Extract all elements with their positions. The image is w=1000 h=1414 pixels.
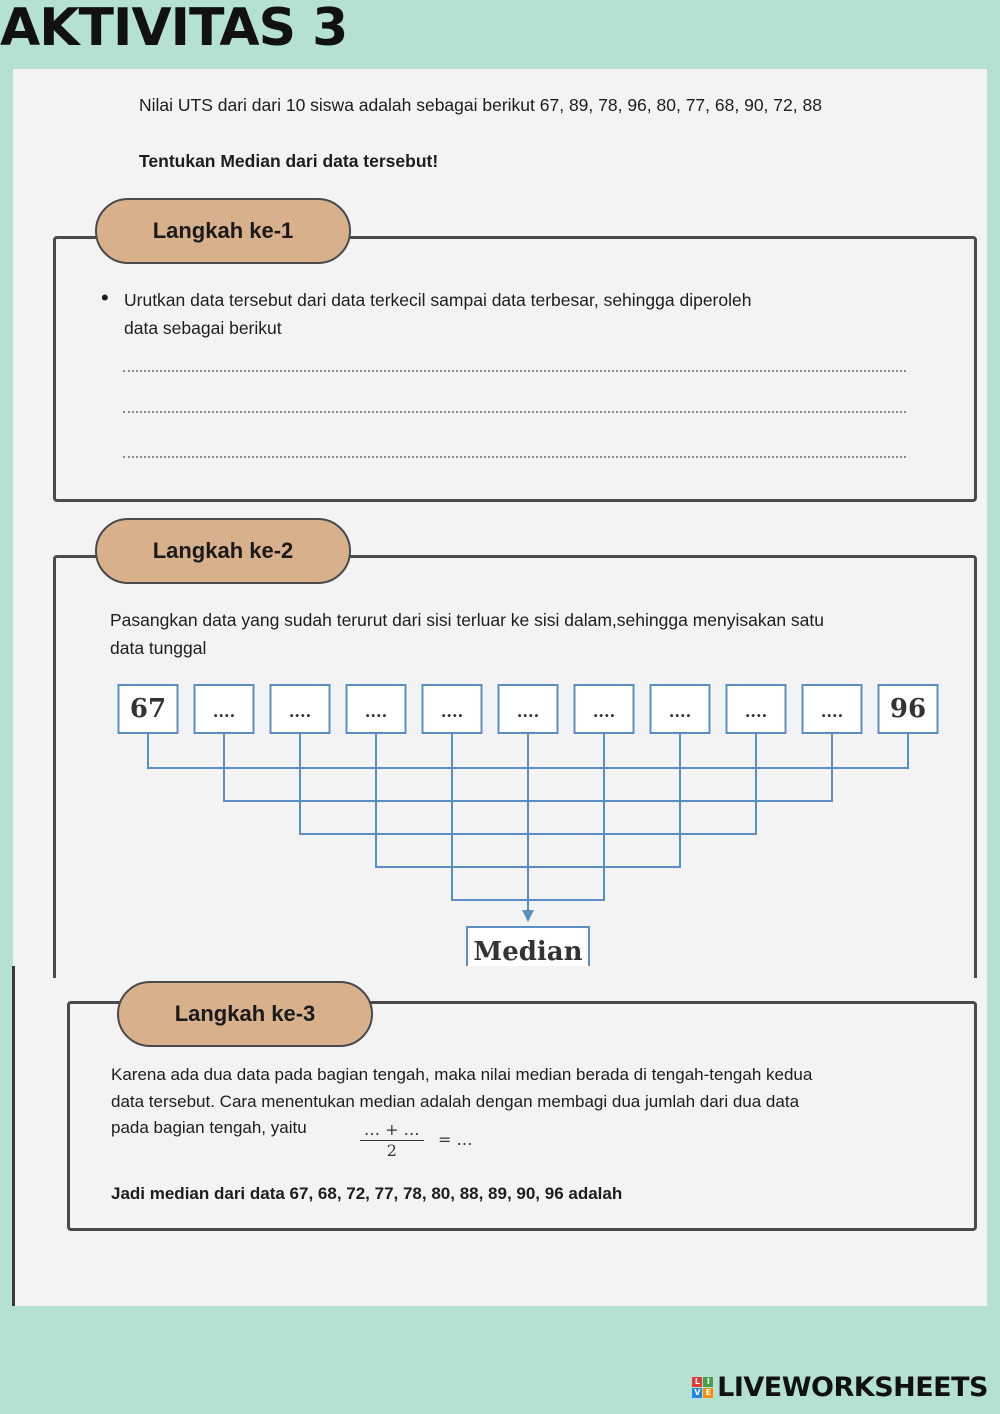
data-box-value: .... <box>516 702 540 721</box>
data-box-value: 96 <box>889 694 927 724</box>
median-label: Median <box>473 937 583 966</box>
liveworksheets-brand[interactable] <box>692 1372 988 1403</box>
answer-line-1[interactable] <box>123 370 906 372</box>
data-box-value: 67 <box>129 694 167 724</box>
step2-text-line1: Pasangkan data yang sudah terurut dari sisi terluar ke sisi dalam,sehingga menyisakan satu <box>110 610 825 630</box>
brand-name: LIVEWORKSHEETS <box>717 1372 988 1403</box>
step1-text-line1: Urutkan data tersebut dari data terkecil sampai data terbesar, sehingga diperoleh <box>124 290 752 310</box>
data-box-value: .... <box>592 702 616 721</box>
data-box-value: .... <box>288 702 312 721</box>
pairing-diagram <box>0 670 1000 966</box>
formula-denominator: 2 <box>386 1141 397 1160</box>
arrow-head <box>522 910 534 922</box>
step3-text-line1: Karena ada dua data pada bagian tengah, maka nilai median berada di tengah-tengah kedua <box>111 1065 813 1084</box>
question-text: Tentukan Median dari data tersebut! <box>139 151 439 171</box>
liveworksheets-logo-icon <box>692 1377 713 1398</box>
median-formula <box>360 1120 424 1160</box>
logo-letter: I <box>703 1377 713 1387</box>
data-box-value: .... <box>668 702 692 721</box>
logo-letter: E <box>703 1388 713 1398</box>
step3-text-line3: pada bagian tengah, yaitu <box>111 1118 307 1137</box>
step1-bullet: • <box>101 285 109 310</box>
sheet-left-edge <box>12 966 15 1306</box>
formula-result[interactable]: = … <box>438 1130 473 1149</box>
conclusion-text: Jadi median dari data 67, 68, 72, 77, 78, 80, 88, 89, 90, 96 adalah <box>111 1184 623 1203</box>
step3-text-line2: data tersebut. Cara menentukan median adalah dengan membagi dua jumlah dari dua data <box>111 1092 800 1111</box>
answer-line-2[interactable] <box>123 411 906 413</box>
logo-letter: V <box>692 1388 702 1398</box>
data-box-value: .... <box>364 702 388 721</box>
step2-text-line2: data tunggal <box>110 638 207 658</box>
formula-numerator[interactable]: … + … <box>360 1120 424 1141</box>
data-box-value: .... <box>440 702 464 721</box>
step1-box <box>53 236 977 502</box>
problem-statement: Nilai UTS dari dari 10 siswa adalah sebagai berikut 67, 89, 78, 96, 80, 77, 68, 90, 72, 88 <box>139 95 822 115</box>
step1-label: Langkah ke-1 <box>95 198 351 264</box>
data-box-value: .... <box>744 702 768 721</box>
data-box-value: .... <box>820 702 844 721</box>
step2-label: Langkah ke-2 <box>95 518 351 584</box>
answer-line-3[interactable] <box>123 456 906 458</box>
data-box-value: .... <box>212 702 236 721</box>
logo-letter: L <box>692 1377 702 1387</box>
step1-text-line2: data sebagai berikut <box>124 318 282 338</box>
step3-label: Langkah ke-3 <box>117 981 373 1047</box>
page-title: AKTIVITAS 3 <box>0 0 348 58</box>
